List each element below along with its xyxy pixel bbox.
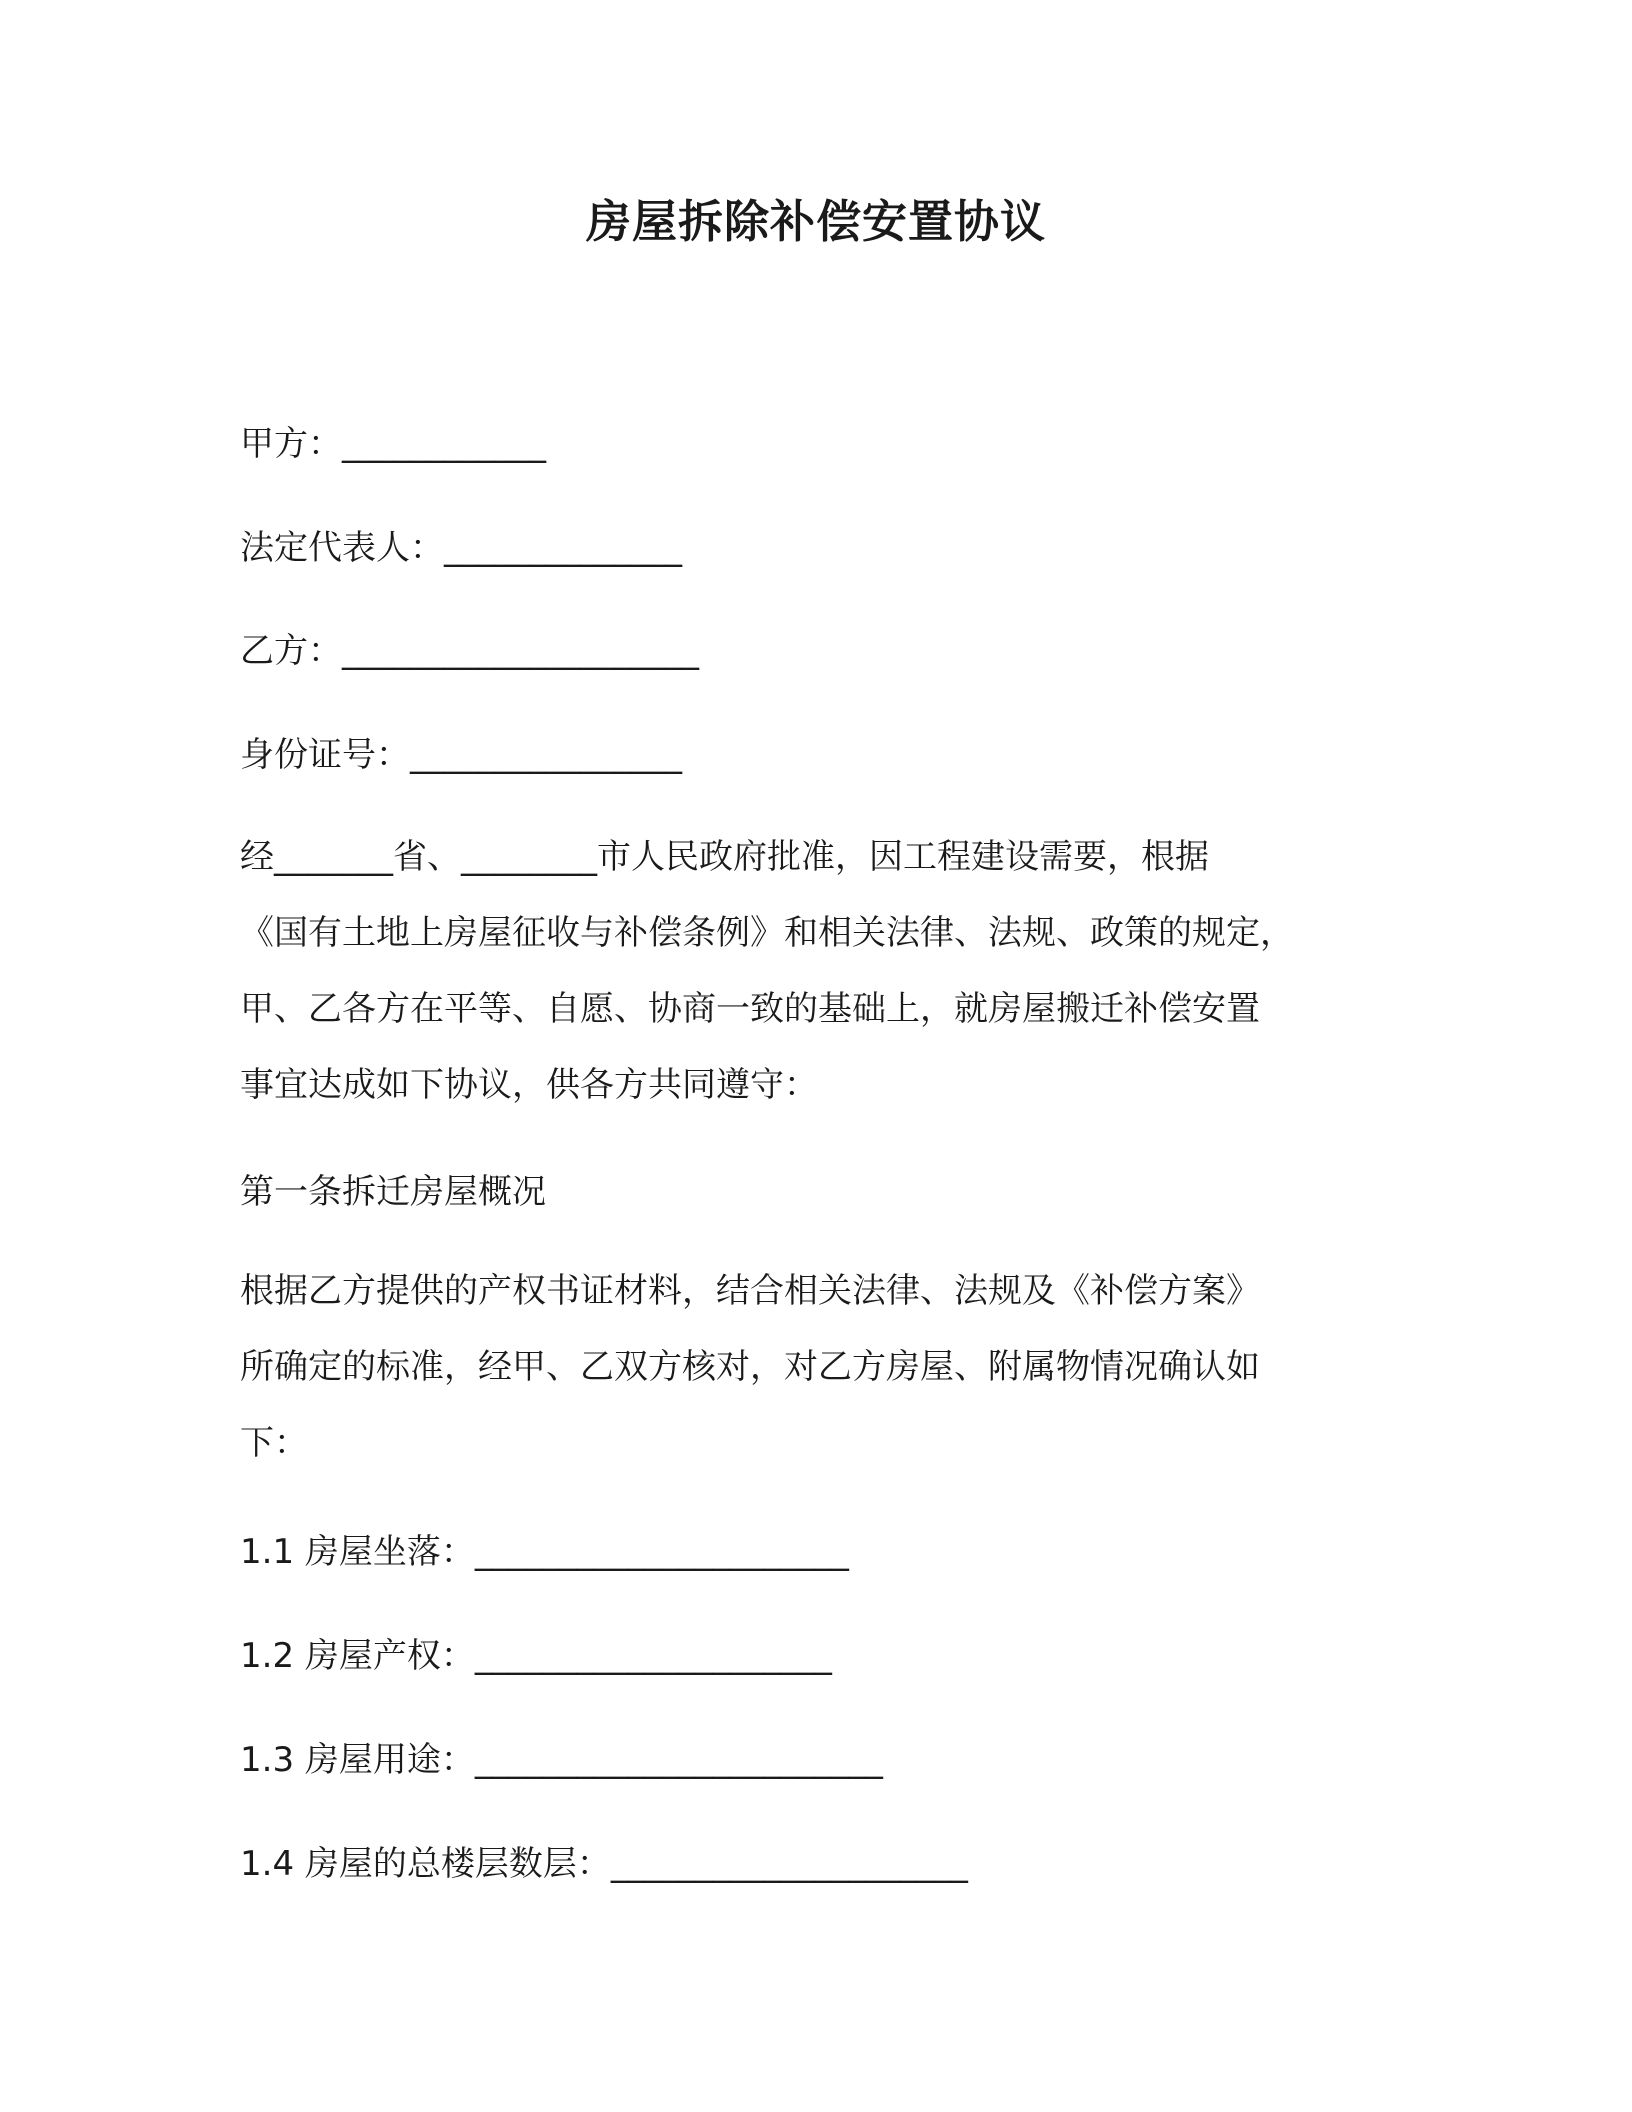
preamble-line: 经_______省、________市人民政府批准，因工程建设需要，根据 bbox=[240, 837, 1209, 877]
item-total-floors: 1.4 房屋的总楼层数层：_____________________ bbox=[240, 1844, 968, 1884]
party-a-field: 甲方：____________ bbox=[240, 424, 546, 464]
preamble-paragraph bbox=[240, 819, 1380, 1123]
legal-representative-field: 法定代表人：______________ bbox=[240, 528, 682, 568]
document-title: 房屋拆除补偿安置协议 bbox=[585, 195, 1046, 248]
article-1-line: 所确定的标准，经甲、乙双方核对，对乙方房屋、附属物情况确认如 bbox=[240, 1347, 1260, 1387]
article-1-heading: 第一条拆迁房屋概况 bbox=[240, 1172, 546, 1212]
preamble-line: 事宜达成如下协议，供各方共同遵守： bbox=[240, 1065, 818, 1105]
party-b-field: 乙方：_____________________ bbox=[240, 631, 699, 671]
id-number-field: 身份证号：________________ bbox=[240, 735, 682, 775]
article-1-line: 下： bbox=[240, 1423, 308, 1463]
preamble-line: 《国有土地上房屋征收与补偿条例》和相关法律、法规、政策的规定， bbox=[240, 913, 1294, 953]
preamble-line: 甲、乙各方在平等、自愿、协商一致的基础上，就房屋搬迁补偿安置 bbox=[240, 989, 1260, 1029]
item-house-usage: 1.3 房屋用途：________________________ bbox=[240, 1740, 883, 1780]
article-1-line: 根据乙方提供的产权书证材料，结合相关法律、法规及《补偿方案》 bbox=[240, 1271, 1260, 1311]
item-house-location: 1.1 房屋坐落：______________________ bbox=[240, 1532, 849, 1572]
item-house-ownership: 1.2 房屋产权：_____________________ bbox=[240, 1636, 832, 1676]
article-1-paragraph bbox=[240, 1253, 1380, 1481]
